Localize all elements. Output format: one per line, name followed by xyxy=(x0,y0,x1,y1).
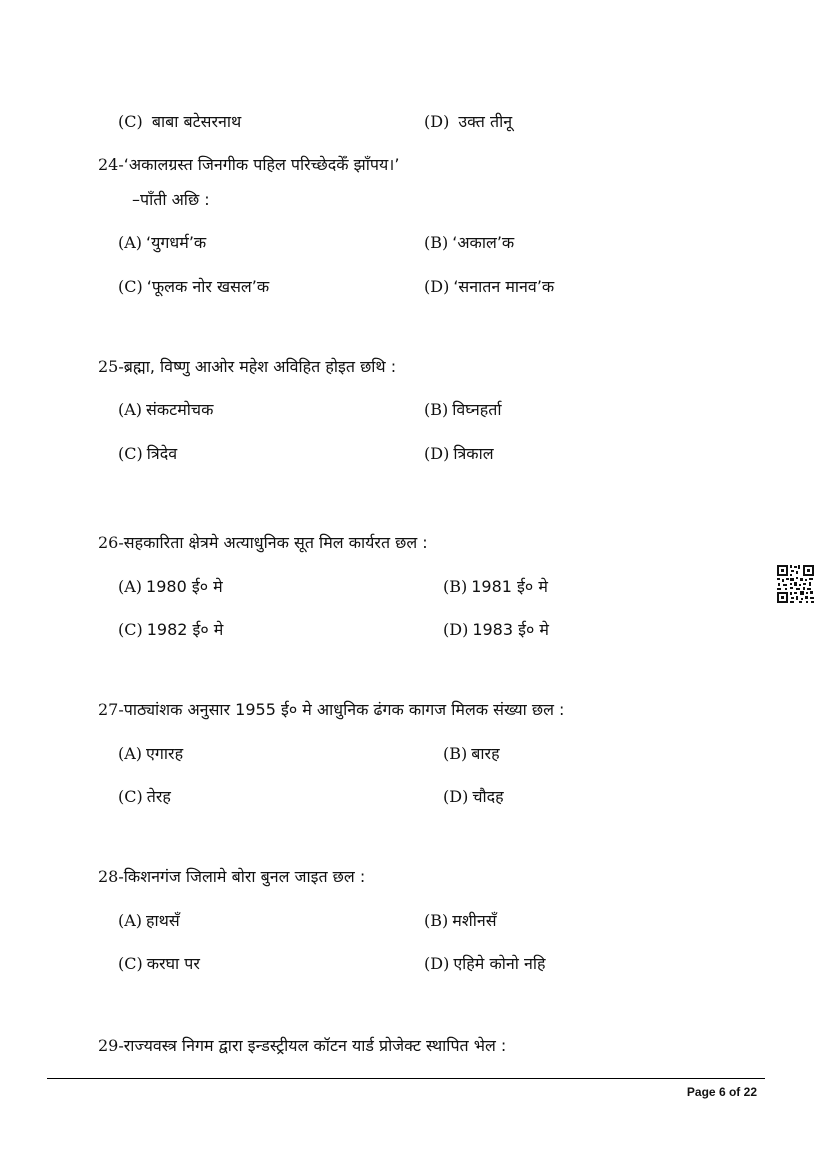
option-d-prev xyxy=(424,110,512,132)
question-26 xyxy=(98,531,428,553)
option-label: (D) xyxy=(424,112,450,131)
question-number: 25- xyxy=(98,357,124,376)
question-28 xyxy=(98,865,365,887)
option-text: त्रिकाल xyxy=(453,444,494,463)
qr-code-icon xyxy=(776,564,815,604)
option-label: (B) xyxy=(424,400,449,419)
page-total: 22 xyxy=(743,1085,757,1099)
question-25 xyxy=(98,355,396,377)
question-number: 28- xyxy=(98,867,124,886)
option-label: (B) xyxy=(424,911,449,930)
option-d xyxy=(443,618,549,640)
question-text: सहकारिता क्षेत्रमे अत्याधुनिक सूत मिल कार्यरत छल : xyxy=(123,533,428,552)
option-label: (C) xyxy=(118,620,143,639)
option-text: संकटमोचक xyxy=(146,400,214,419)
option-text: 1983 ई० मे xyxy=(472,620,549,639)
option-text: तेरह xyxy=(146,787,171,806)
option-label: (B) xyxy=(443,744,468,763)
option-label: (B) xyxy=(424,233,449,252)
option-b xyxy=(424,909,497,931)
option-text: ‘फूलक नोर खसल’क xyxy=(146,277,270,296)
option-text: करघा पर xyxy=(146,954,200,973)
option-label: (B) xyxy=(443,577,468,596)
option-label: (D) xyxy=(424,954,450,973)
question-number: 27- xyxy=(98,700,124,719)
option-c xyxy=(118,952,200,974)
option-d xyxy=(424,442,494,464)
option-text: उक्त तीनू xyxy=(458,112,513,131)
option-text: बारह xyxy=(471,744,500,763)
question-text: ब्रह्मा, विष्णु आओर महेश अविहित होइत छथि : xyxy=(123,357,397,376)
option-a xyxy=(118,398,213,420)
option-a xyxy=(118,231,206,253)
option-text: ‘सनातन मानव’क xyxy=(453,277,555,296)
option-label: (A) xyxy=(118,744,143,763)
page-current: 6 xyxy=(718,1085,726,1099)
footer-divider xyxy=(47,1078,765,1079)
option-d xyxy=(424,952,546,974)
question-text: किशनगंज जिलामे बोरा बुनल जाइत छल : xyxy=(123,867,366,886)
option-label: (A) xyxy=(118,577,143,596)
option-text: ‘अकाल’क xyxy=(452,233,515,252)
option-text: एहिमे कोनो नहि xyxy=(453,954,546,973)
option-text: 1980 ई० मे xyxy=(146,577,223,596)
question-29 xyxy=(98,1034,506,1056)
option-label: (C) xyxy=(118,954,143,973)
option-text: हाथसँ xyxy=(146,911,180,930)
option-a xyxy=(118,742,183,764)
option-d xyxy=(424,275,554,297)
option-c xyxy=(118,275,269,297)
option-text: मशीनसँ xyxy=(452,911,497,930)
option-text: एगारह xyxy=(146,744,184,763)
option-label: (D) xyxy=(443,620,469,639)
option-label: (A) xyxy=(118,233,143,252)
option-label: (C) xyxy=(118,444,143,463)
option-text: 1981 ई० मे xyxy=(471,577,548,596)
option-label: (C) xyxy=(118,112,143,131)
option-d xyxy=(443,785,504,807)
option-a xyxy=(118,909,180,931)
question-text: ‘अकालग्रस्त जिनगीक पहिल परिच्छेदकेँ झाँपय।’ xyxy=(123,155,400,174)
option-label: (A) xyxy=(118,400,143,419)
option-text: विघ्नहर्ता xyxy=(452,400,502,419)
option-c xyxy=(118,618,223,640)
option-c xyxy=(118,442,177,464)
option-text: चौदह xyxy=(472,787,504,806)
question-number: 26- xyxy=(98,533,124,552)
option-label: (D) xyxy=(424,277,450,296)
option-b xyxy=(443,742,500,764)
page-number xyxy=(687,1085,757,1099)
option-c xyxy=(118,785,171,807)
option-text: 1982 ई० मे xyxy=(146,620,224,639)
question-text: राज्यवस्त्र निगम द्वारा इन्डस्ट्रीयल कॉटन यार्ड प्रोजेक्ट स्थापित भेल : xyxy=(123,1036,507,1055)
question-text: पाठ्यांशक अनुसार 1955 ई० मे आधुनिक ढंगक कागज मिलक संख्या छल : xyxy=(123,700,565,719)
option-label: (A) xyxy=(118,911,143,930)
option-b xyxy=(443,575,548,597)
option-label: (D) xyxy=(443,787,469,806)
option-text: त्रिदेव xyxy=(146,444,178,463)
question-24-subtext: –पाँती अछि : xyxy=(132,190,210,209)
question-number: 29- xyxy=(98,1036,124,1055)
option-a xyxy=(118,575,223,597)
page-of: of xyxy=(728,1085,741,1099)
question-number: 24- xyxy=(98,155,124,174)
option-label: (C) xyxy=(118,787,143,806)
option-label: (C) xyxy=(118,277,143,296)
option-b xyxy=(424,398,502,420)
option-text: बाबा बटेसरनाथ xyxy=(151,112,242,131)
option-text: ‘युगधर्म’क xyxy=(146,233,207,252)
option-b xyxy=(424,231,514,253)
page-prefix: Page xyxy=(686,1085,716,1099)
option-label: (D) xyxy=(424,444,450,463)
option-c-prev xyxy=(118,110,241,132)
question-27 xyxy=(98,698,564,720)
question-24 xyxy=(98,153,399,175)
